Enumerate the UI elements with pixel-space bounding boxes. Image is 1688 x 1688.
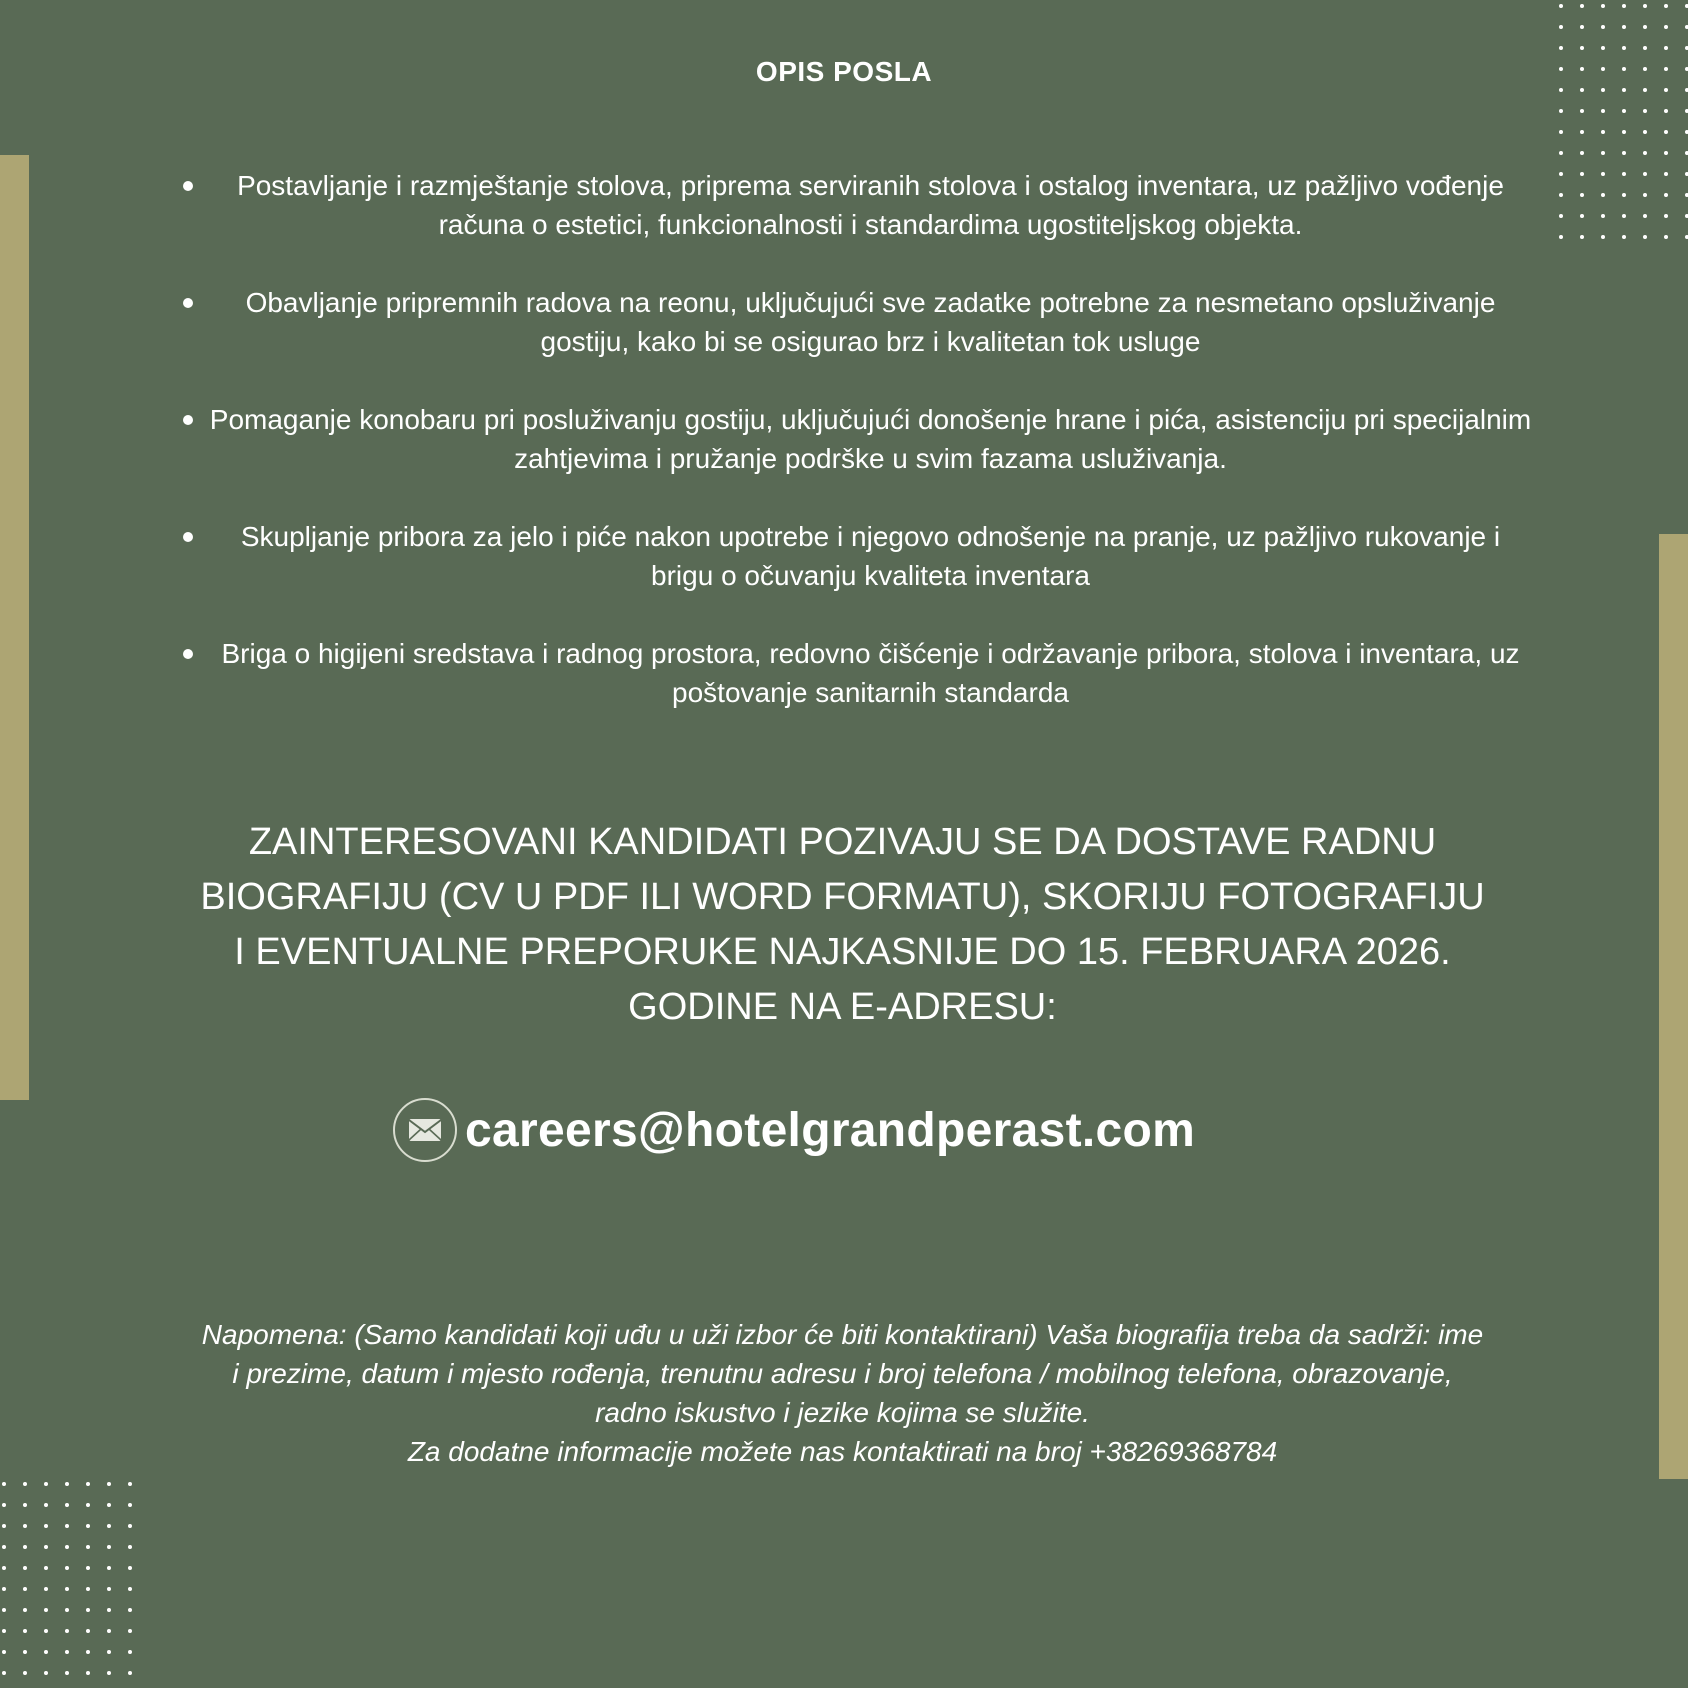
envelope-icon bbox=[393, 1098, 457, 1162]
dot-pattern-top-right bbox=[1555, 0, 1688, 240]
right-accent-bar bbox=[1659, 534, 1688, 1479]
duty-item: Postavljanje i razmještanje stolova, priprema serviranih stolova i ostalog inventara, uz pažljivo vođenje računa o estetici, funkcionalnosti i standardima ugostiteljskog objekta. bbox=[178, 166, 1533, 244]
section-title: OPIS POSLA bbox=[755, 56, 933, 87]
duty-item: Skupljanje pribora za jelo i piće nakon upotrebe i njegovo odnošenje na pranje, uz pažljivo rukovanje i brigu o očuvanju kvaliteta inventara bbox=[178, 517, 1533, 595]
email-contact[interactable] bbox=[393, 1095, 1195, 1165]
note-phone: Za dodatne informacije možete nas kontaktirati na broj +38269368784 bbox=[407, 1436, 1278, 1467]
call-to-action: ZAINTERESOVANI KANDIDATI POZIVAJU SE DA DOSTAVE RADNU BIOGRAFIJU (CV U PDF ILI WORD FORMATU), SKORIJU FOTOGRAFIJU I EVENTUALNE PREPORUKE NAJKASNIJE DO 15. FEBRUARA 2026. GODINE NA E-ADRESU: bbox=[200, 821, 1485, 1028]
duty-item: Pomaganje konobaru pri posluživanju gostiju, uključujući donošenje hrane i pića, asistenciju pri specijalnim zahtjevima i pružanje podrške u svim fazama usluživanja. bbox=[178, 400, 1533, 478]
duty-list bbox=[178, 166, 1533, 751]
duty-item: Obavljanje pripremnih radova na reonu, uključujući sve zadatke potrebne za nesmetano opsluživanje gostiju, kako bi se osigurao brz i kvalitetan tok usluge bbox=[178, 283, 1533, 361]
dot-pattern-bottom-left bbox=[0, 1476, 135, 1688]
duty-item: Briga o higijeni sredstava i radnog prostora, redovno čišćenje i održavanje pribora, stolova i inventara, uz poštovanje sanitarnih standarda bbox=[178, 634, 1533, 712]
email-link[interactable]: careers@hotelgrandperast.com bbox=[465, 1103, 1196, 1157]
note-text: Napomena: (Samo kandidati koji uđu u uži izbor će biti kontaktirani) Vaša biografija treba da sadrži: ime i prezime, datum i mjesto rođenja, trenutnu adresu i broj telefona / mobilnog telefona, obrazovanje, radno iskustvo i jezike kojima se služite. bbox=[201, 1319, 1484, 1428]
note-block bbox=[200, 1315, 1485, 1471]
left-accent-bar bbox=[0, 155, 29, 1100]
